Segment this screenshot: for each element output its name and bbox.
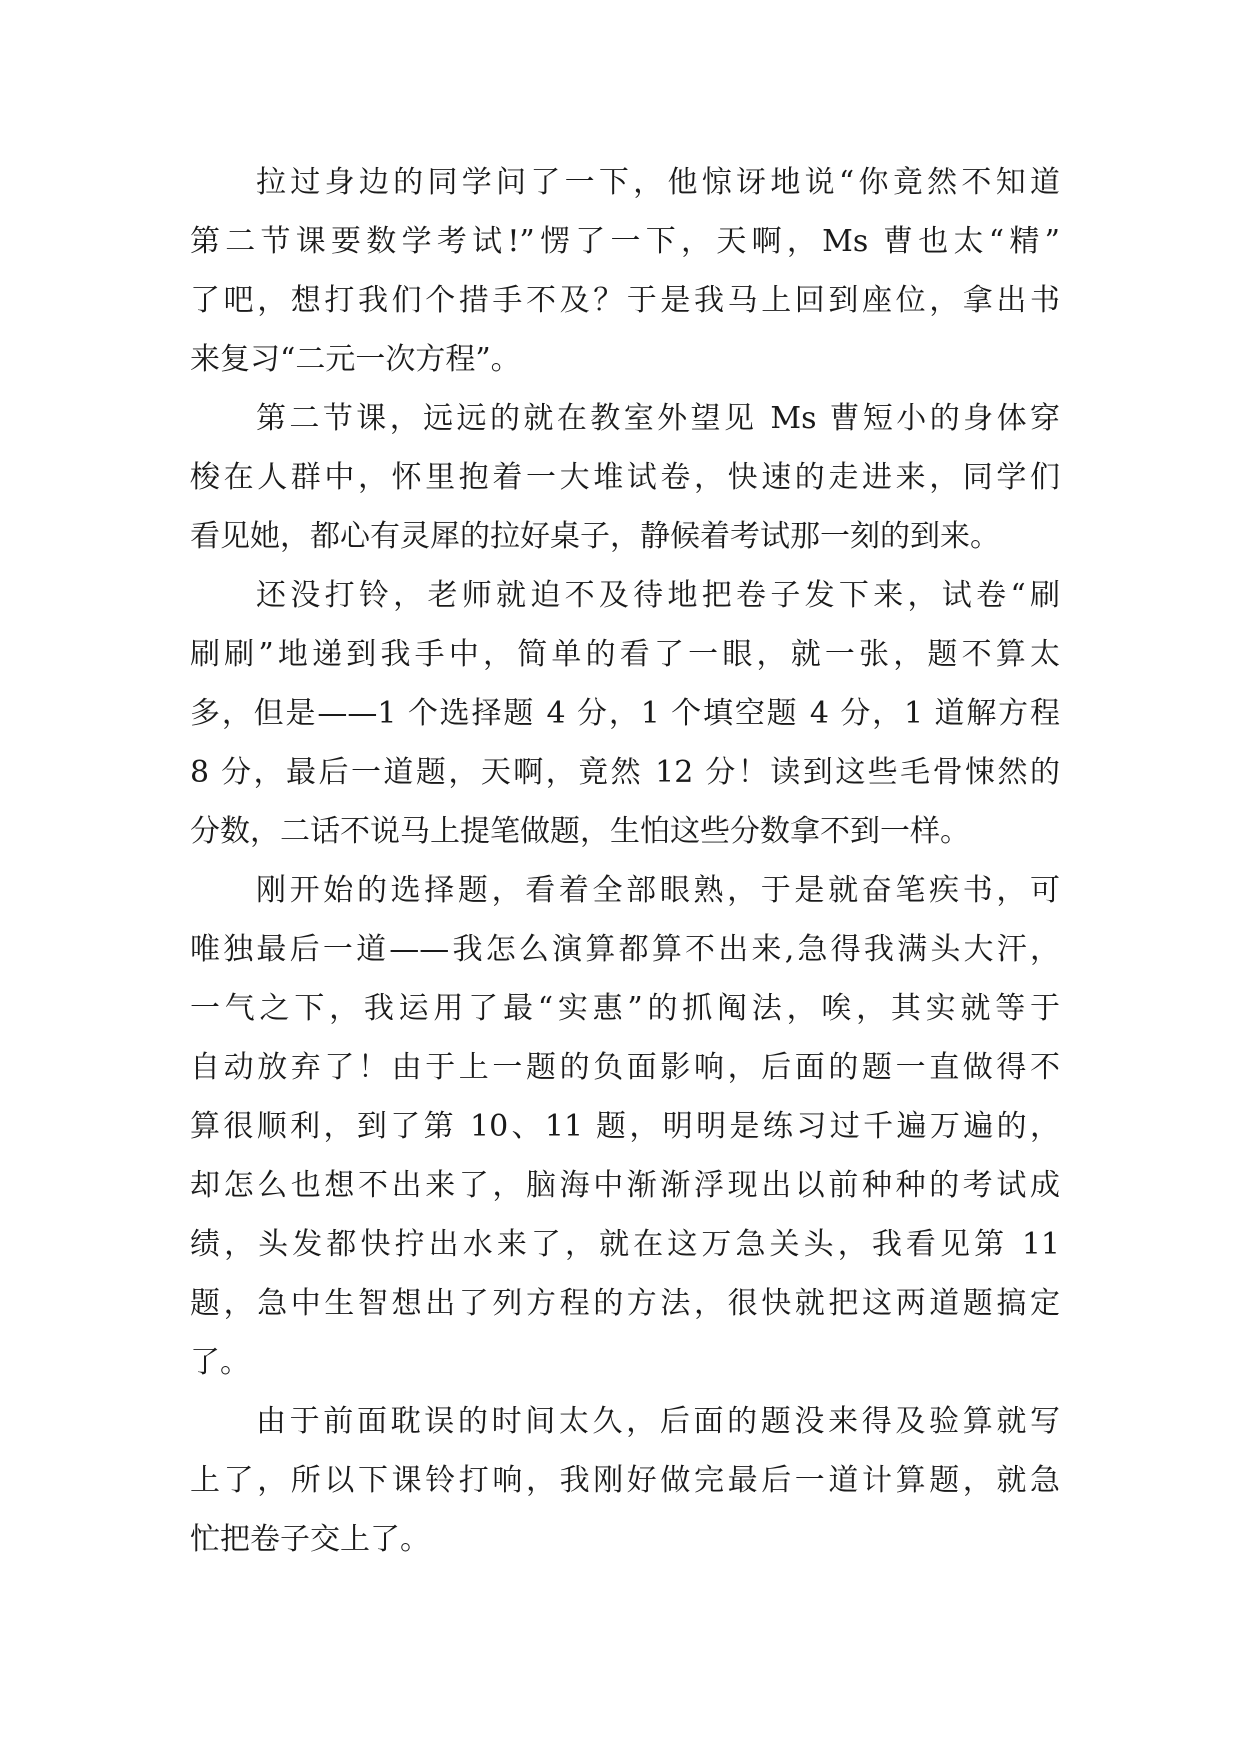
text-line: 了吧，想打我们个措手不及？于是我马上回到座位，拿出书 — [190, 283, 1060, 318]
paragraph — [190, 566, 1060, 861]
text-line: 拉过身边的同学问了一下，他惊讶地说“你竟然不知道 — [256, 165, 1060, 200]
paragraph — [190, 1392, 1060, 1569]
paragraph — [190, 153, 1060, 389]
paragraph — [190, 389, 1060, 566]
text-line: 刷刷”地递到我手中，简单的看了一眼，就一张，题不算太 — [190, 637, 1060, 672]
text-line: 绩，头发都快拧出水来了，就在这万急关头，我看见第 11 — [190, 1227, 1060, 1262]
text-line: 还没打铃，老师就迫不及待地把卷子发下来，试卷“刷 — [256, 578, 1060, 613]
text-line: 唯独最后一道——我怎么演算都算不出来,急得我满头大汗， — [190, 932, 1060, 967]
text-line: 多，但是——1 个选择题 4 分，1 个填空题 4 分，1 道解方程 — [190, 696, 1060, 731]
text-line: 刚开始的选择题，看着全部眼熟，于是就奋笔疾书，可 — [256, 873, 1060, 908]
text-line: 分数，二话不说马上提笔做题，生怕这些分数拿不到一样。 — [190, 814, 970, 849]
text-line: 由于前面耽误的时间太久，后面的题没来得及验算就写 — [256, 1404, 1060, 1439]
text-line: 自动放弃了！由于上一题的负面影响，后面的题一直做得不 — [190, 1050, 1060, 1085]
text-line: 梭在人群中，怀里抱着一大堆试卷，快速的走进来，同学们 — [190, 460, 1060, 495]
text-line: 忙把卷子交上了。 — [190, 1522, 430, 1557]
text-line: 上了，所以下课铃打响，我刚好做完最后一道计算题，就急 — [190, 1463, 1060, 1498]
text-line: 第二节课，远远的就在教室外望见 Ms 曹短小的身体穿 — [256, 401, 1060, 436]
paragraph — [190, 861, 1060, 1392]
text-line: 算很顺利，到了第 10、11 题，明明是练习过千遍万遍的， — [190, 1109, 1060, 1144]
text-line: 却怎么也想不出来了，脑海中渐渐浮现出以前种种的考试成 — [190, 1168, 1060, 1203]
body-text — [190, 153, 1060, 1569]
text-line: 一气之下，我运用了最“实惠”的抓阄法，唉，其实就等于 — [190, 991, 1060, 1026]
text-line: 看见她，都心有灵犀的拉好桌子，静候着考试那一刻的到来。 — [190, 519, 1000, 554]
text-line: 8 分，最后一道题，天啊，竟然 12 分！读到这些毛骨悚然的 — [190, 755, 1060, 790]
text-line: 来复习“二元一次方程”。 — [190, 342, 521, 377]
text-line: 了。 — [190, 1345, 250, 1380]
text-line: 题，急中生智想出了列方程的方法，很快就把这两道题搞定 — [190, 1286, 1060, 1321]
text-line: 第二节课要数学考试!”愣了一下，天啊，Ms 曹也太“精” — [190, 224, 1060, 259]
